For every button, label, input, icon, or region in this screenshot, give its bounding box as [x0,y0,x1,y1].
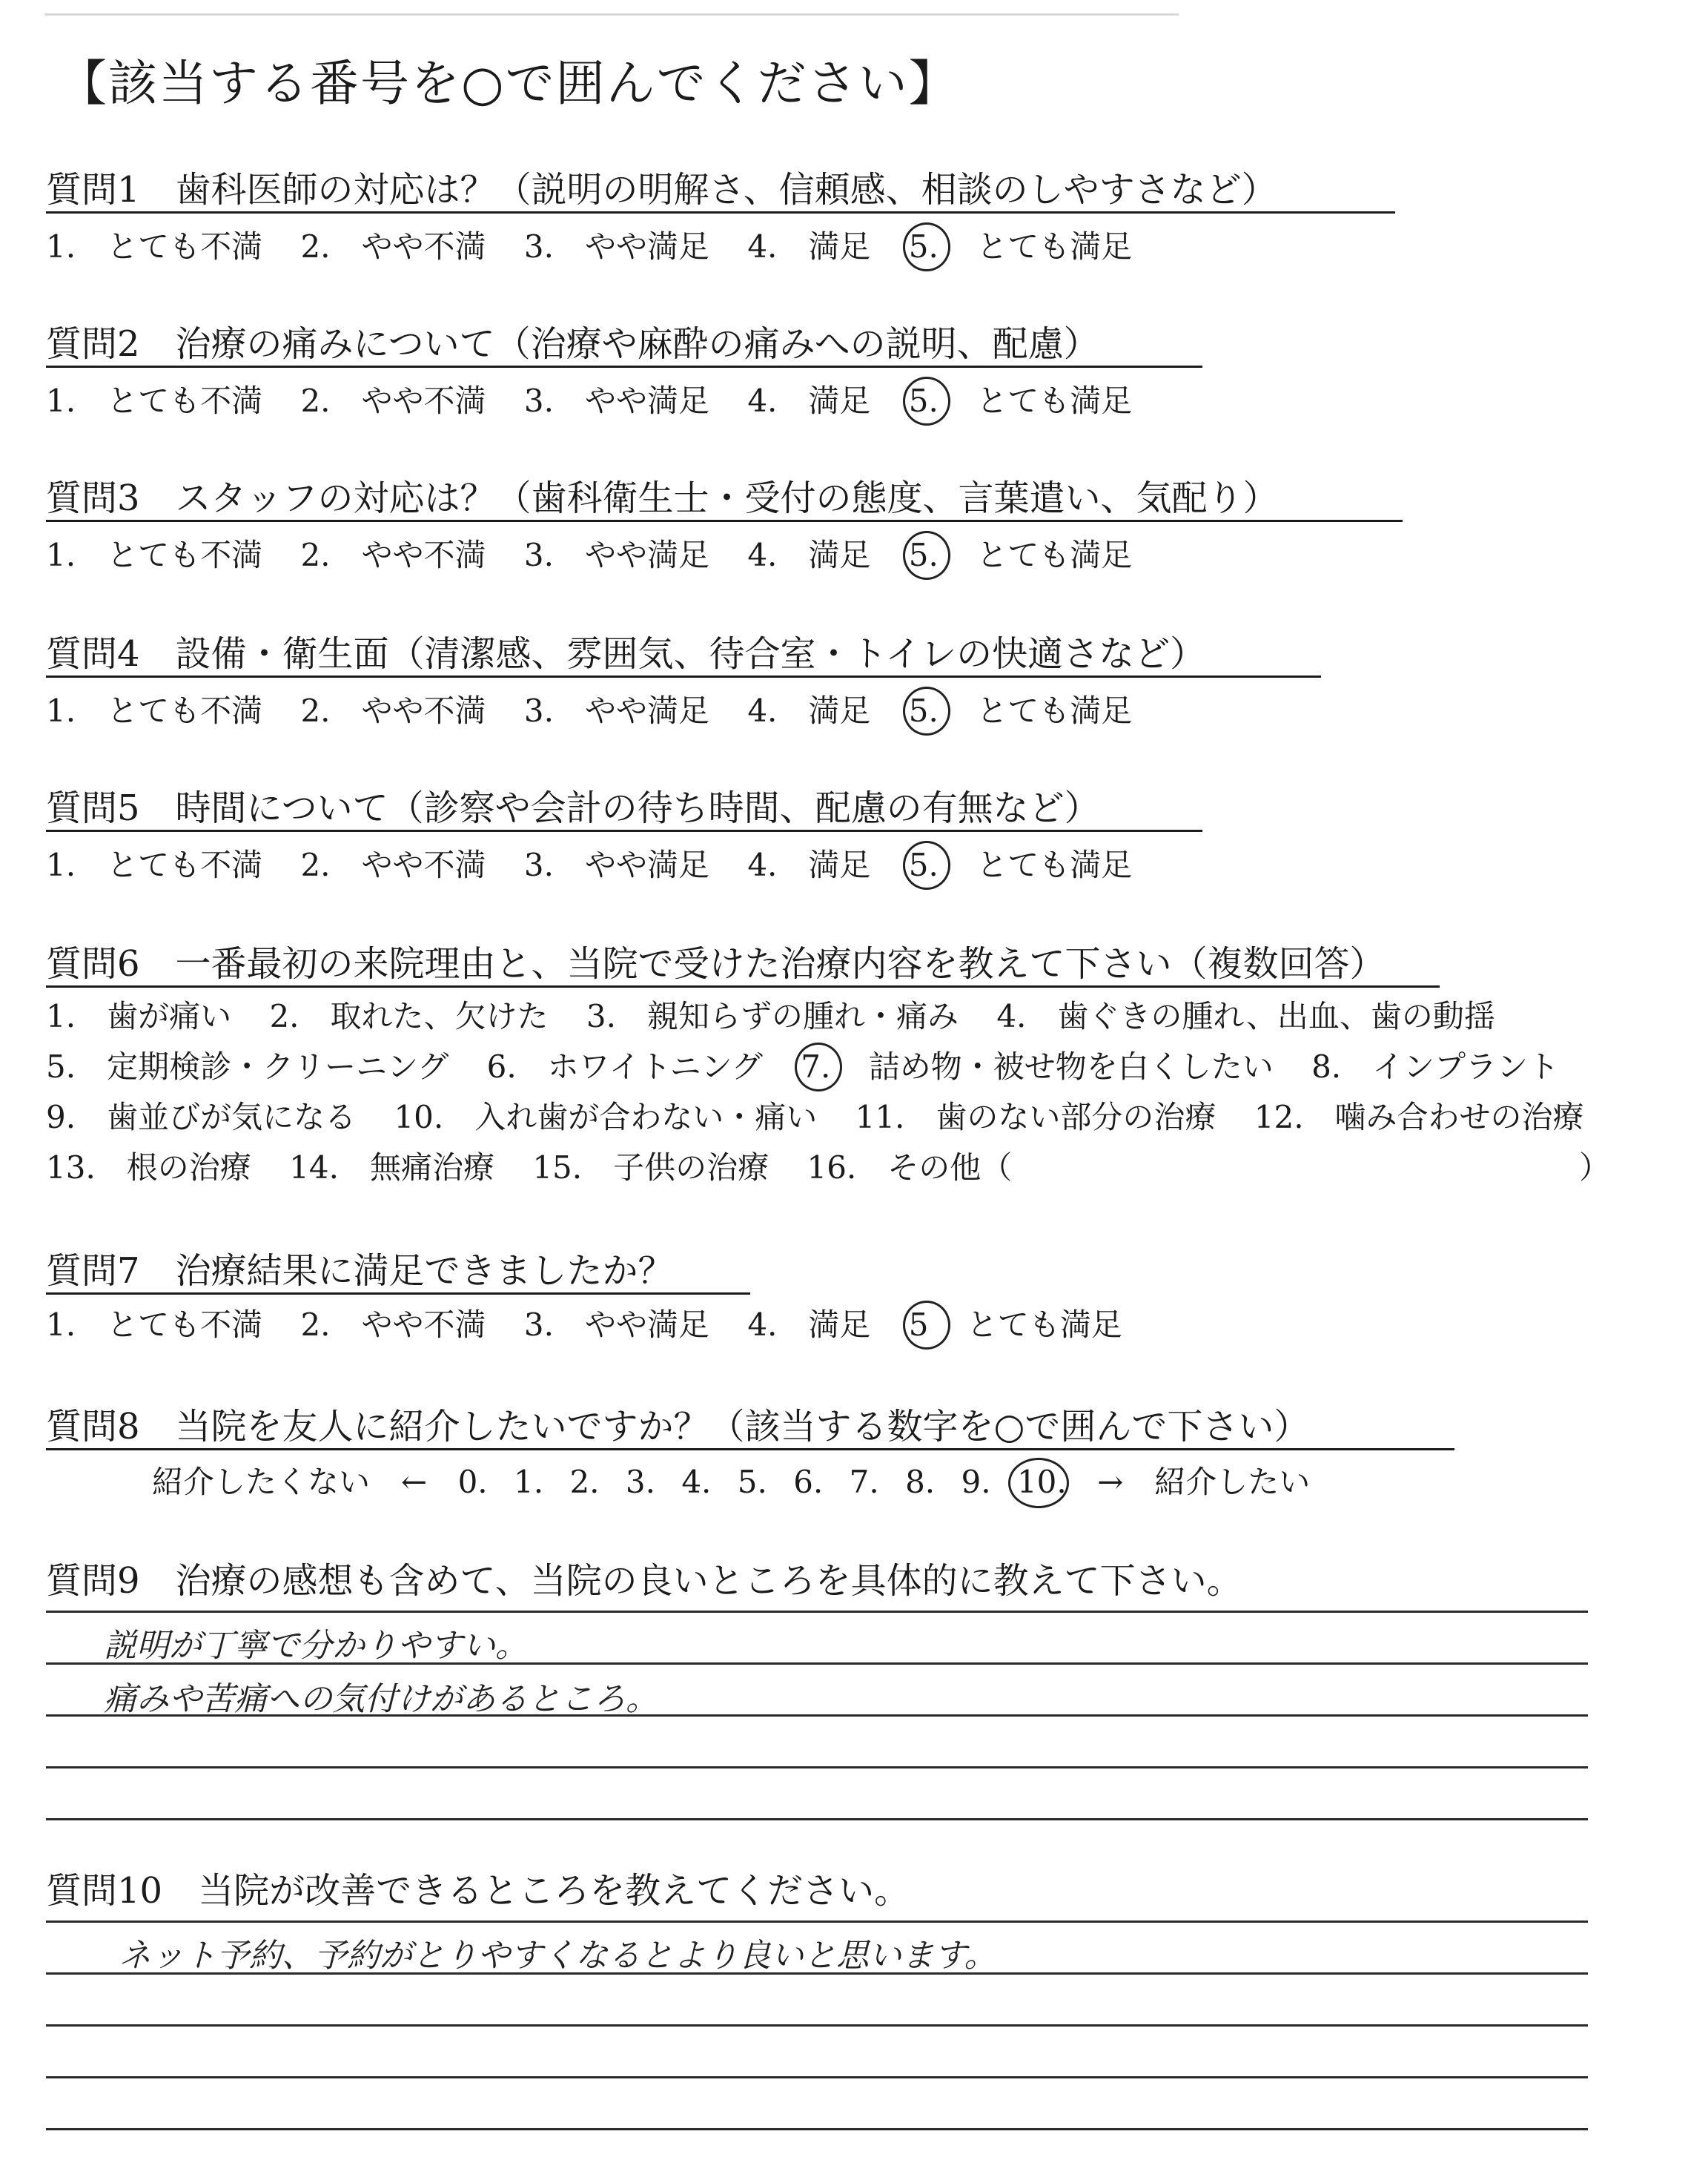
q6-option-10[interactable]: 10. 入れ歯が合わない・痛い [394,1099,818,1135]
q4-options [46,693,1160,729]
q1-option-3[interactable]: 3. やや満足 [523,228,709,265]
q4-title: 質問4 設備・衛生面（清潔感、雰囲気、待合室・トイレの快適さなど） [46,633,1206,675]
q4-option-1[interactable]: 1. とても不満 [46,693,263,729]
q8-number-1[interactable]: 1. [514,1464,544,1500]
q2-underline [46,366,1202,368]
q3-option-3[interactable]: 3. やや満足 [523,537,709,573]
q8-number-3[interactable]: 3. [625,1464,655,1500]
q6-other-close-paren: ） [1579,1149,1611,1186]
q6-option-13[interactable]: 13. 根の治療 [46,1149,251,1186]
q6-option-7-label: 詰め物・被せ物を白くしたい [868,1048,1274,1085]
q7-option-2[interactable]: 2. やや不満 [300,1307,486,1343]
q3-option-5-label: とても満足 [976,537,1133,573]
q2-option-3[interactable]: 3. やや満足 [523,383,709,419]
q1-options [46,228,1160,265]
q7-option-5-label: とても満足 [966,1307,1122,1343]
q6-options-row-4 [46,1149,1040,1186]
q4-underline [46,676,1321,678]
q7-underline [46,1292,750,1295]
q9-line-5 [46,1818,1588,1820]
q6-underline [46,985,1440,988]
q6-option-15[interactable]: 15. 子供の治療 [532,1149,769,1186]
q8-number-10-circled[interactable]: 10. [1016,1464,1067,1500]
q8-right-label: → 紹介したい [1097,1464,1311,1500]
q8-number-5[interactable]: 5. [737,1464,767,1500]
q2-option-1[interactable]: 1. とても不満 [46,383,263,419]
q6-option-16[interactable]: 16. その他（ [807,1149,1013,1186]
q3-option-1[interactable]: 1. とても不満 [46,537,263,573]
q4-option-5-circled[interactable]: 5. [908,693,939,729]
q8-number-2[interactable]: 2. [569,1464,600,1500]
q10-line-1 [46,1920,1588,1923]
q3-option-5-circled[interactable]: 5. [908,537,939,573]
q1-underline [46,211,1395,214]
q7-title: 質問7 治療結果に満足できましたか？ [46,1250,674,1292]
q6-options-row-1 [46,998,1523,1034]
q7-option-3[interactable]: 3. やや満足 [523,1307,709,1343]
scan-top-edge [44,13,1179,16]
q10-line-2 [46,1972,1588,1975]
q3-title: 質問3 スタッフの対応は？（歯科衛生士・受付の態度、言葉遣い、気配り） [46,478,1279,519]
q6-option-3[interactable]: 3. 親知らずの腫れ・痛み [586,998,959,1034]
q7-option-5-circled[interactable]: 5 [908,1307,929,1343]
q6-option-2[interactable]: 2. 取れた、欠けた [269,998,549,1034]
q6-option-12[interactable]: 12. 噛み合わせの治療 [1254,1099,1584,1135]
q5-options [46,847,1160,883]
q7-options [46,1309,1151,1341]
q3-options [46,537,1160,573]
q8-number-6[interactable]: 6. [793,1464,824,1500]
q10-line-4 [46,2076,1588,2078]
q5-option-1[interactable]: 1. とても不満 [46,847,263,883]
q2-option-2[interactable]: 2. やや不満 [300,383,486,419]
q4-option-5-label: とても満足 [976,693,1133,729]
q8-title: 質問8 当院を友人に紹介したいですか？（該当する数字を○で囲んで下さい） [46,1406,1310,1447]
q8-underline [46,1448,1454,1450]
q3-underline [46,520,1403,522]
q4-option-3[interactable]: 3. やや満足 [523,693,709,729]
q4-option-4[interactable]: 4. 満足 [747,693,871,729]
q6-options-row-2 [46,1048,1587,1085]
q6-option-6[interactable]: 6. ホワイトニング [486,1048,763,1085]
q6-option-7-circled[interactable]: 7. [801,1048,831,1085]
q7-option-4[interactable]: 4. 満足 [747,1307,871,1343]
q5-option-5-label: とても満足 [976,847,1133,883]
q3-option-2[interactable]: 2. やや不満 [300,537,486,573]
q5-option-3[interactable]: 3. やや満足 [523,847,709,883]
q4-option-2[interactable]: 2. やや不満 [300,693,486,729]
q1-option-1[interactable]: 1. とても不満 [46,228,263,265]
q8-number-4[interactable]: 4. [681,1464,712,1500]
q10-line-3 [46,2024,1588,2027]
q5-underline [46,830,1202,832]
q8-number-0[interactable]: 0. [457,1464,488,1500]
q5-option-5-circled[interactable]: 5. [908,847,939,883]
q8-left-label: 紹介したくない ← [152,1464,428,1500]
q8-number-7[interactable]: 7. [849,1464,879,1500]
q5-title: 質問5 時間について（診察や会計の待ち時間、配慮の有無など） [46,787,1100,829]
q8-scale [152,1464,1326,1500]
q9-answer-line-1: 説明が丁寧で分かりやすい。 [104,1627,528,1665]
q1-option-5-circled[interactable]: 5. [908,228,939,265]
q9-line-4 [46,1766,1588,1768]
q6-title: 質問6 一番最初の来院理由と、当院で受けた治療内容を教えて下さい（複数回答） [46,943,1386,985]
q8-number-9[interactable]: 9. [961,1464,991,1500]
q6-option-14[interactable]: 14. 無痛治療 [289,1149,494,1186]
q6-option-8[interactable]: 8. インプラント [1311,1048,1560,1085]
q2-option-5-circled[interactable]: 5. [908,383,939,419]
q6-option-11[interactable]: 11. 歯のない部分の治療 [855,1099,1217,1135]
q6-options-row-3 [46,1099,1612,1135]
q1-option-5-label: とても満足 [976,228,1133,265]
q6-option-1[interactable]: 1. 歯が痛い [46,998,232,1034]
q1-title: 質問1 歯科医師の対応は？（説明の明解さ、信頼感、相談のしやすさなど） [46,169,1277,211]
q1-option-4[interactable]: 4. 満足 [747,228,871,265]
q6-option-9[interactable]: 9. 歯並びが気になる [46,1099,357,1135]
q6-option-4[interactable]: 4. 歯ぐきの腫れ、出血、歯の動揺 [996,998,1495,1034]
q9-line-2 [46,1662,1588,1665]
q2-option-4[interactable]: 4. 満足 [747,383,871,419]
q10-line-5 [46,2128,1588,2130]
q1-option-2[interactable]: 2. やや不満 [300,228,486,265]
q5-option-2[interactable]: 2. やや不満 [300,847,486,883]
q9-line-1 [46,1611,1588,1613]
q8-number-8[interactable]: 8. [905,1464,936,1500]
q2-option-5-label: とても満足 [976,383,1133,419]
q9-answer-line-2: 痛みや苦痛への気付けがあるところ。 [104,1680,658,1718]
q3-option-4[interactable]: 4. 満足 [747,537,871,573]
q6-option-5[interactable]: 5. 定期検診・クリーニング [46,1048,449,1085]
q5-option-4[interactable]: 4. 満足 [747,847,871,883]
instruction-heading: 【該当する番号を○で囲んでください】 [58,55,959,112]
q2-title: 質問2 治療の痛みについて（治療や麻酔の痛みへの説明、配慮） [46,323,1099,365]
q10-title: 質問10 当院が改善できるところを教えてください。 [46,1870,910,1912]
q2-options [46,383,1160,419]
q10-answer-line-1: ネット予約、予約がとりやすくなるとより良いと思います。 [119,1937,997,1975]
q7-option-1[interactable]: 1. とても不満 [46,1307,263,1343]
q9-title: 質問9 治療の感想も含めて、当院の良いところを具体的に教えて下さい。 [46,1560,1242,1602]
q9-line-3 [46,1714,1588,1717]
